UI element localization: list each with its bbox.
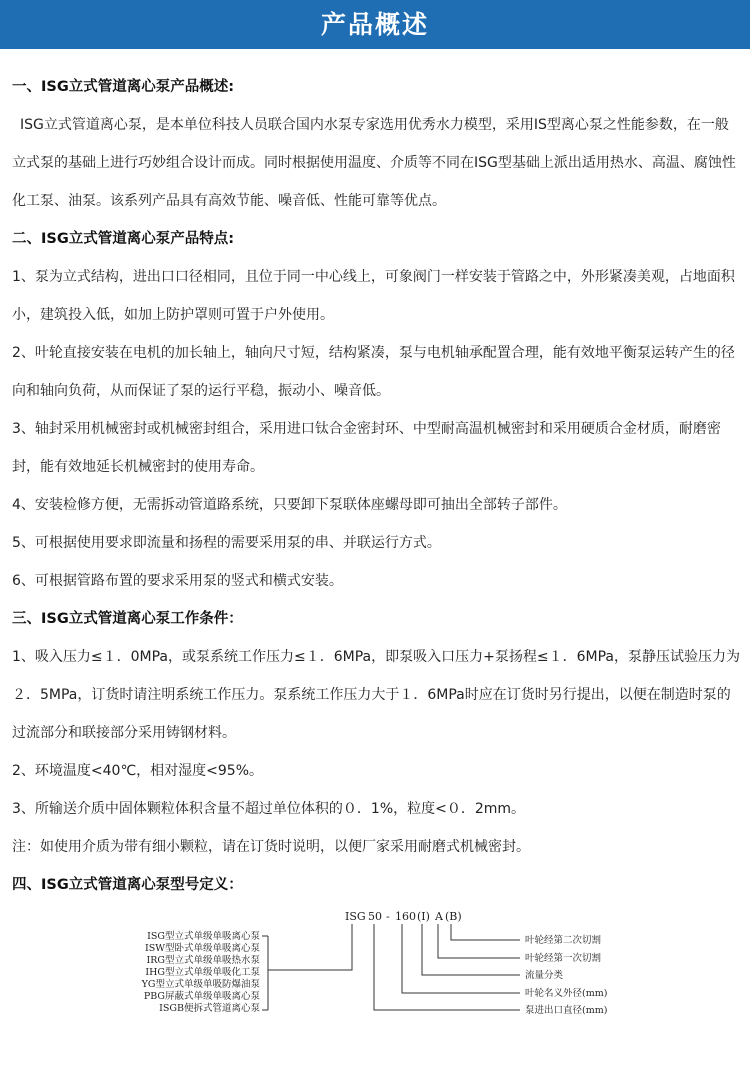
pump-type-pbg: PBG屏蔽式单级单吸离心泵 <box>143 991 260 1002</box>
connector-lines <box>262 924 520 1010</box>
feature-item-3: 3、轴封采用机械密封或机械密封组合，采用进口钛合金密封环、中型耐高温机械密封和采用硬质合金材质，耐磨密封，能有效地延长机械密封的使用寿命。 <box>12 421 721 475</box>
pump-type-irg: IRG型立式单级单吸热水泵 <box>146 955 260 966</box>
pump-type-isg: ISG型立式单级单吸离心泵 <box>147 931 260 942</box>
meaning-cut-1: 叶轮经第一次切割 <box>525 953 602 964</box>
page-title: 产品概述 <box>320 10 429 39</box>
connector-flow <box>422 924 520 975</box>
pump-type-isgb: ISGB便拆式管道离心泵 <box>159 1003 260 1014</box>
section-4-heading: 四、ISG立式管道离心泵型号定义： <box>12 877 243 893</box>
connector-cut-2 <box>451 924 520 940</box>
model-diagram-svg <box>0 900 750 1061</box>
condition-item-1: 1、吸入压力≤１．0MPa，或泵系统工作压力≤１．6MPa，即泵吸入口压力+泵扬程≤１．6MPa，泵静压试验压力为２．5MPa，订货时请注明系统工作压力。泵系统工作压力大于１．6MPa时应在订货时另行提出，以便在制造时泵的过流部分和联接部分采用铸钢材料。 <box>12 649 740 741</box>
feature-item-2: 2、叶轮直接安装在电机的加长轴上，轴向尺寸短，结构紧凑，泵与电机轴承配置合理，能有效地平衡泵运转产生的径向和轴向负荷，从而保证了泵的运行平稳，振动小、噪音低。 <box>12 345 735 399</box>
condition-item-2: 2、环境温度<40℃，相对湿度<95%。 <box>12 763 264 779</box>
condition-item-3: 3、所输送介质中固体颗粒体积含量不超过单位体积的０．1%，粒度<０．2mm。 <box>12 801 526 817</box>
pump-type-list <box>141 930 261 1014</box>
connector-cut-1 <box>438 924 520 958</box>
meaning-flow: 流量分类 <box>525 970 564 981</box>
model-definition-diagram <box>0 900 750 1061</box>
meaning-cut-2: 叶轮经第二次切割 <box>525 935 602 946</box>
code-cut-2: (B) <box>445 910 462 923</box>
code-meaning-list <box>525 934 607 1016</box>
code-flow-class: (I) <box>417 910 430 923</box>
code-dash: - <box>386 910 390 923</box>
section-2-heading: 二、ISG立式管道离心泵产品特点: <box>12 231 235 247</box>
model-code <box>345 910 462 923</box>
code-cut-1: A <box>435 910 443 923</box>
page-title-banner <box>0 0 750 49</box>
article-body <box>12 68 740 904</box>
connector-diameter <box>374 924 520 1010</box>
code-series: ISG <box>345 910 366 923</box>
feature-item-1: 1、泵为立式结构，进出口口径相同，且位于同一中心线上，可象阀门一样安装于管路之中，外形紧凑美观，占地面积小，建筑投入低，如加上防护罩则可置于户外使用。 <box>12 269 735 323</box>
feature-item-5: 5、可根据使用要求即流量和扬程的需要采用泵的串、并联运行方式。 <box>12 535 441 551</box>
section-3-heading: 三、ISG立式管道离心泵工作条件： <box>12 611 243 627</box>
connector-series <box>268 924 352 970</box>
meaning-diameter: 泵进出口直径(mm) <box>525 1005 608 1016</box>
section-1-text: ISG立式管道离心泵，是本单位科技人员联合国内水泵专家选用优秀水力模型，采用IS型离心泵之性能参数，在一般立式泵的基础上进行巧妙组合设计而成。同时根据使用温度、介质等不同在ISG型基础上派出适用热水、高温、腐蚀性化工泵、油泵。该系列产品具有高效节能、噪音低、性能可靠等优点。 <box>12 117 736 209</box>
code-impeller: 160 <box>395 910 416 923</box>
pump-type-isw: ISW型卧式单级单吸离心泵 <box>144 943 260 954</box>
pump-type-yg: YG型立式单级单吸防爆油泵 <box>141 979 260 990</box>
feature-item-6: 6、可根据管路布置的要求采用泵的竖式和横式安装。 <box>12 573 343 589</box>
pump-type-ihg: IHG型立式单级单吸化工泵 <box>145 967 260 978</box>
feature-item-4: 4、安装检修方便，无需拆动管道路系统，只要卸下泵联体座螺母即可抽出全部转子部件。 <box>12 497 567 513</box>
condition-note: 注：如使用介质为带有细小颗粒，请在订货时说明，以便厂家采用耐磨式机械密封。 <box>12 839 530 855</box>
code-diameter: 50 <box>368 910 382 923</box>
meaning-impeller: 叶轮名义外径(mm) <box>525 988 608 999</box>
section-1-heading: 一、ISG立式管道离心泵产品概述: <box>12 79 235 95</box>
